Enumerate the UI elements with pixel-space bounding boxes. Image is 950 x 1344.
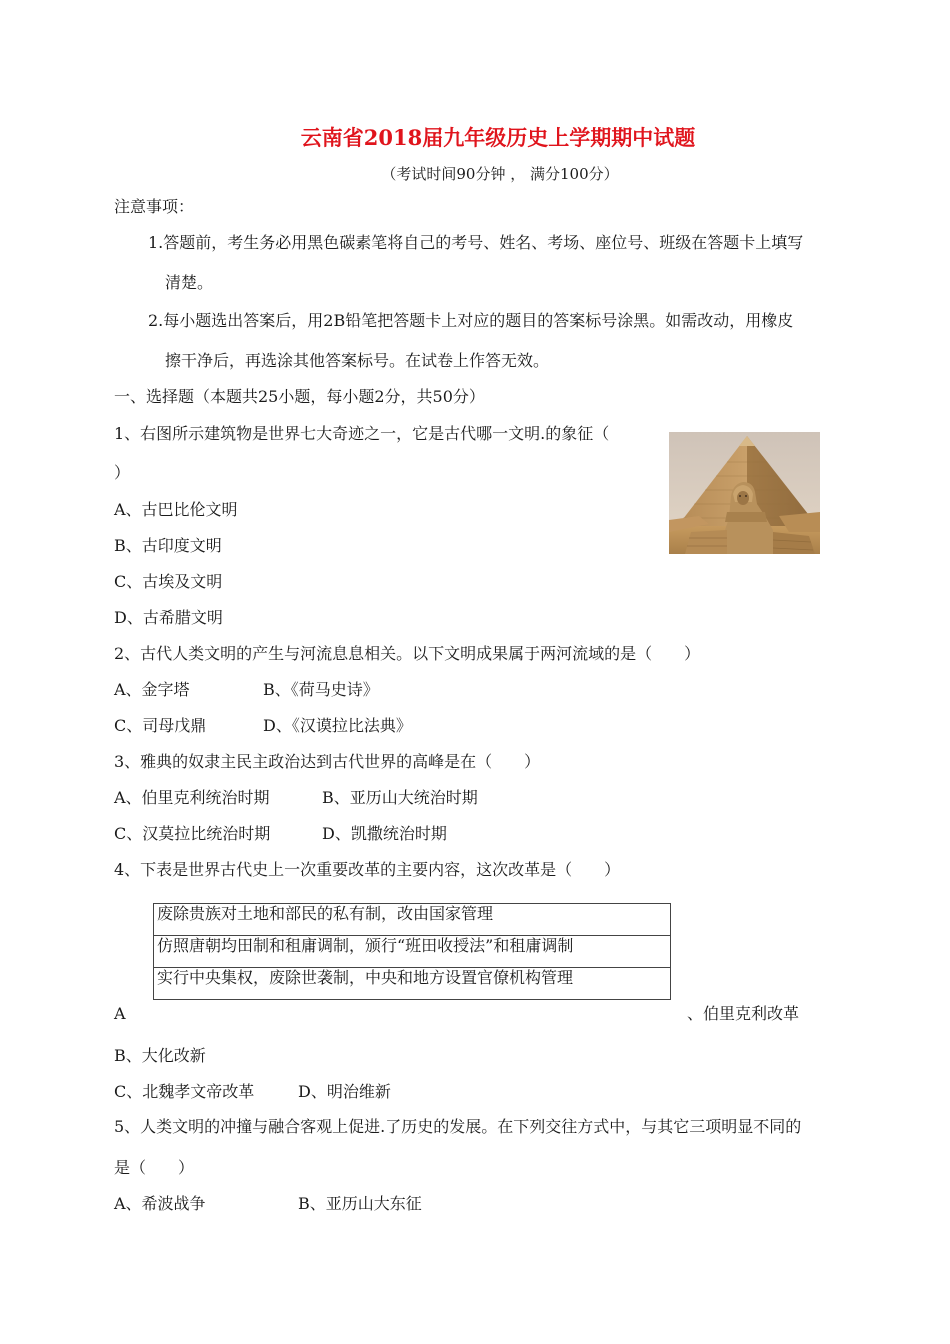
q4-option-b: B、大化改新 <box>114 1046 206 1065</box>
exam-subtitle: （考试时间90分钟 ， 满分100分） <box>381 165 619 183</box>
q4-option-d: D、明治维新 <box>298 1082 391 1101</box>
section-heading: 一、选择题（本题共25小题，每小题2分，共50分） <box>114 387 485 406</box>
q3-option-d: D、凯撒统治时期 <box>322 824 447 843</box>
table-cell: 仿照唐朝均田制和租庸调制，颁行“班田收授法”和租庸调制 <box>157 936 574 955</box>
q5-option-b: B、亚历山大东征 <box>298 1194 422 1213</box>
q2-option-a: A、金字塔 <box>114 680 190 699</box>
q2-option-b: B、《荷马史诗》 <box>263 680 379 699</box>
q1-option-b: B、古印度文明 <box>114 536 222 555</box>
exam-title: 云南省2018届九年级历史上学期期中试题 <box>300 125 696 150</box>
q4-option-a-text: 、伯里克利改革 <box>687 1004 800 1023</box>
reform-content-table <box>153 903 671 1000</box>
note-2-line-2: 擦干净后，再选涂其他答案标号。在试卷上作答无效。 <box>165 351 550 370</box>
pyramid-sphinx-image <box>669 432 820 554</box>
q1-option-c: C、古埃及文明 <box>114 572 223 591</box>
q2-option-c: C、司母戊鼎 <box>114 716 207 735</box>
q4-option-c: C、北魏孝文帝改革 <box>114 1082 255 1101</box>
table-row <box>154 904 670 936</box>
q1-option-d: D、古希腊文明 <box>114 608 223 627</box>
q3-option-b: B、亚历山大统治时期 <box>322 788 478 807</box>
note-1-line-2: 清楚。 <box>165 273 214 292</box>
table-cell: 实行中央集权，废除世袭制，中央和地方设置官僚机构管理 <box>157 968 574 987</box>
q4-option-a-letter: A <box>114 1004 126 1023</box>
q5-stem-line-2: 是（ ） <box>114 1158 195 1177</box>
q4-stem: 4、下表是世界古代史上一次重要改革的主要内容，这次改革是（ ） <box>114 860 621 879</box>
q1-stem: 1、右图所示建筑物是世界七大奇迹之一，它是古代哪一文明.的象征（ <box>114 424 610 443</box>
note-2-line-1: 2.每小题选出答案后，用2B铅笔把答题卡上对应的题目的答案标号涂黑。如需改动，用橡皮 <box>148 311 794 330</box>
q2-option-d: D、《汉谟拉比法典》 <box>263 716 412 735</box>
note-1-line-1: 1.答题前，考生务必用黑色碳素笔将自己的考号、姓名、考场、座位号、班级在答题卡上填写 <box>148 233 804 252</box>
table-row <box>154 936 670 968</box>
q5-stem: 5、人类文明的冲撞与融合客观上促进.了历史的发展。在下列交往方式中，与其它三项明显不同的 <box>114 1117 802 1136</box>
q3-option-c: C、汉莫拉比统治时期 <box>114 824 271 843</box>
q3-stem: 3、雅典的奴隶主民主政治达到古代世界的高峰是在（ ） <box>114 752 541 771</box>
table-cell: 废除贵族对土地和部民的私有制，改由国家管理 <box>157 904 494 923</box>
q1-stem-close: ） <box>114 463 131 482</box>
q3-option-a: A、伯里克利统治时期 <box>114 788 270 807</box>
q1-option-a: A、古巴比伦文明 <box>114 500 238 519</box>
table-row <box>154 968 670 1000</box>
q2-stem: 2、古代人类文明的产生与河流息息相关。以下文明成果属于两河流域的是（ ） <box>114 644 701 663</box>
q5-option-a: A、希波战争 <box>114 1194 206 1213</box>
notes-heading: 注意事项： <box>114 197 195 216</box>
